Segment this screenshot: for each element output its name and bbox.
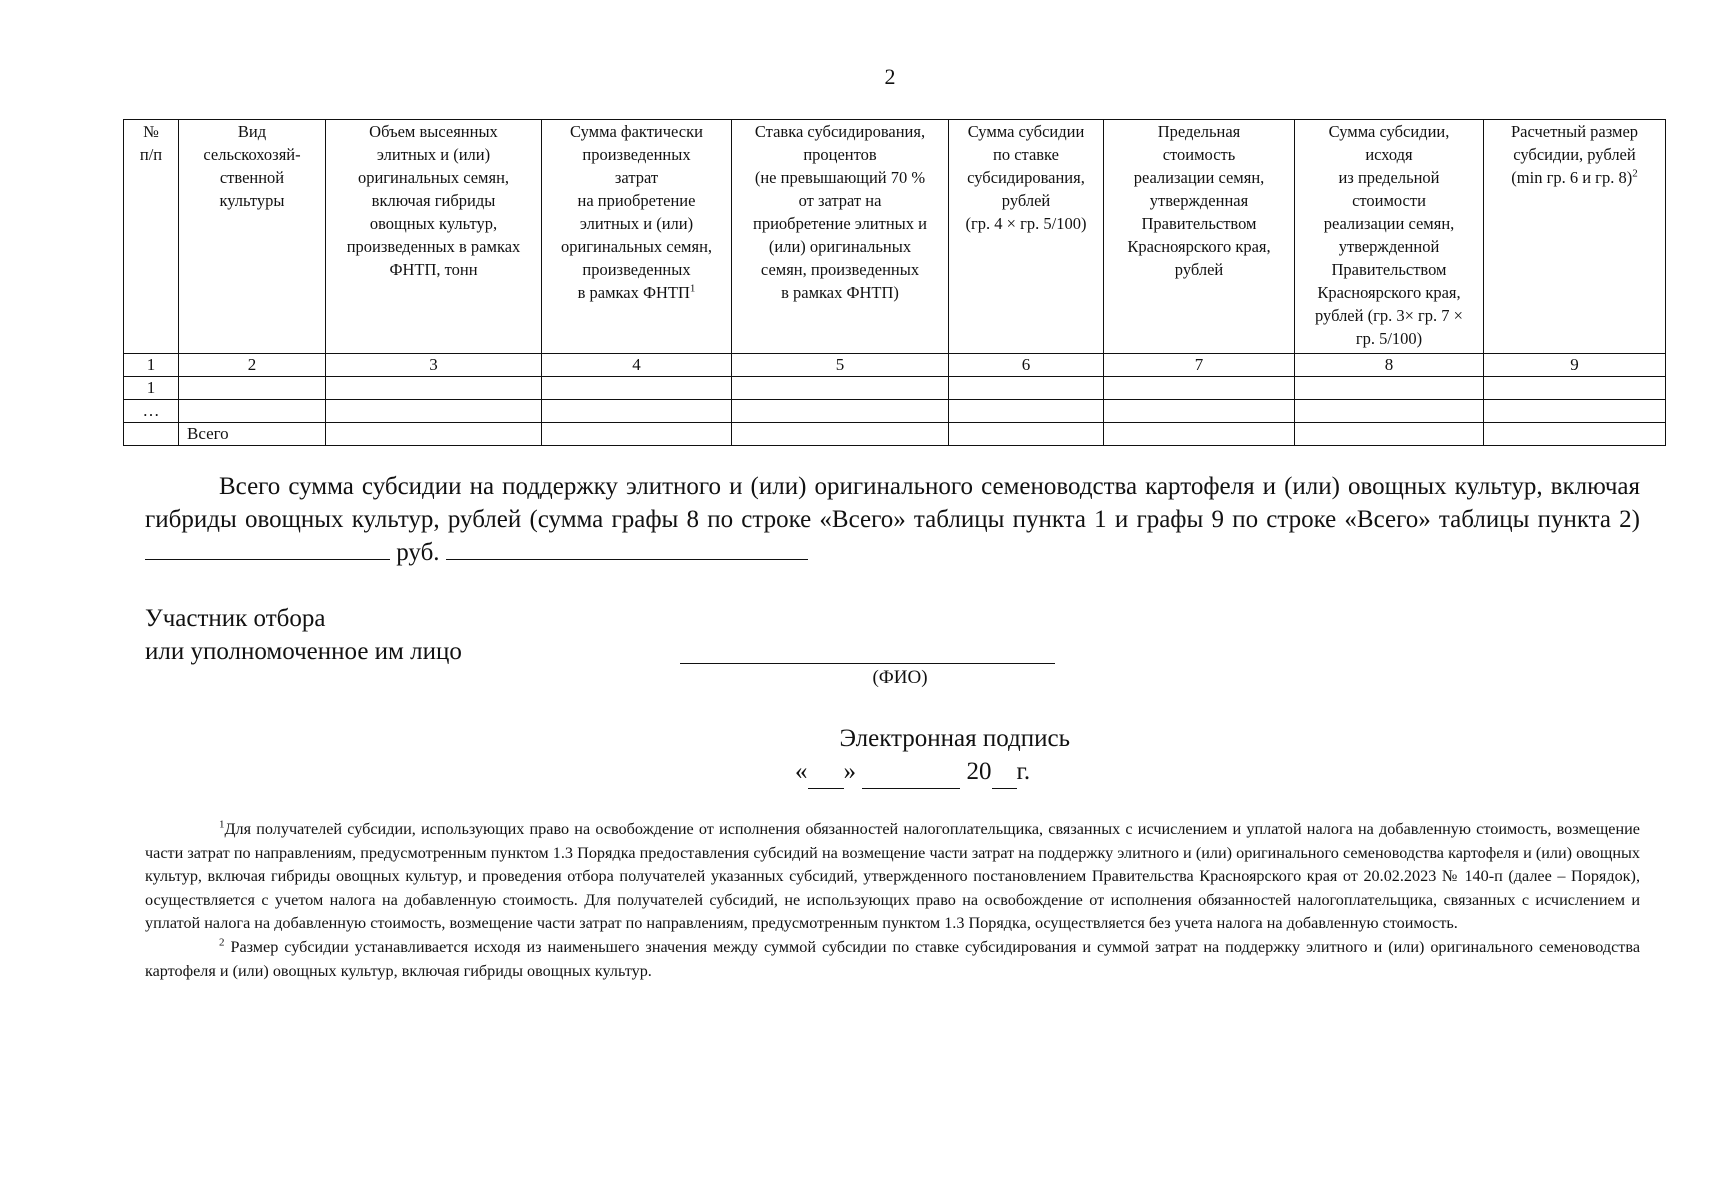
column-number: 2 [179, 354, 326, 377]
empty-cell [1484, 423, 1666, 446]
year-prefix: 20 [966, 758, 992, 785]
date-year-field[interactable] [992, 755, 1017, 789]
sum-in-words-field[interactable] [446, 537, 808, 560]
row-number: 1 [124, 377, 179, 400]
participant-label-2: или уполномоченное им лицо [145, 638, 462, 665]
column-number: 6 [949, 354, 1104, 377]
column-number: 3 [326, 354, 542, 377]
empty-cell [1295, 377, 1484, 400]
header-cell-max-price: Предельная стоимость реализации семян, утвержденная Правительством Красноярского края, рублей [1104, 120, 1295, 354]
total-label: Всего [179, 423, 326, 446]
participant-label: Участник отбора [145, 605, 326, 632]
empty-cell [326, 423, 542, 446]
column-number: 5 [732, 354, 949, 377]
header-cell-num: № п/п [124, 120, 179, 354]
table-row [124, 377, 1666, 400]
summary-paragraph [145, 470, 1640, 569]
sum-amount-field[interactable] [145, 537, 390, 560]
header-cell-subsidy-rate: Ставка субсидирования, процентов (не превышающий 70 % от затрат на приобретение элитных и (или) оригинальных семян, произведенных в рамках ФНТП) [732, 120, 949, 354]
table-header-row [124, 120, 1666, 354]
empty-cell [732, 423, 949, 446]
empty-cell [1104, 377, 1295, 400]
empty-cell [1295, 400, 1484, 423]
column-number: 4 [542, 354, 732, 377]
table-total-row [124, 423, 1666, 446]
empty-cell [1104, 400, 1295, 423]
footnote-text: Для получателей субсидии, использующих право на освобождение от исполнения обязанностей налогоплательщика, связанных с исчислением и уплатой налога на добавленную стоимость, возмещение части затрат по направлениям, предусмотренным пунктом 1.3 Порядка предоставления субсидий на возмещение части затрат на поддержку элитного и (или) оригинального семеноводства картофеля и (или) овощных культур, включая гибриды овощных культур, и проведения отбора получателей указанных субсидий, утвержденного постановлением Правительства Красноярского края от 20.02.2023 № 140-п (далее – Порядок), осуществляется с учетом налога на добавленную стоимость. Для получателей субсидий, не использующих право на освобождение от исполнения обязанностей налогоплательщика, связанных с исчислением и уплатой налога на добавленную стоимость, возмещение части затрат по направлениям, предусмотренным пунктом 1.3 Порядка, осуществляется без учета налога на добавленную стоимость. [145, 820, 1640, 933]
participant-block [145, 602, 462, 668]
row-number [124, 423, 179, 446]
empty-cell [542, 400, 732, 423]
signature-line[interactable] [680, 663, 1055, 664]
empty-cell [1104, 423, 1295, 446]
footnote-1 [145, 818, 1640, 936]
column-number: 7 [1104, 354, 1295, 377]
empty-cell [949, 400, 1104, 423]
year-suffix: г. [1016, 758, 1031, 785]
currency-label: руб. [396, 539, 440, 566]
quote-close: » [843, 758, 856, 785]
column-number: 1 [124, 354, 179, 377]
empty-cell [326, 400, 542, 423]
empty-cell [1484, 377, 1666, 400]
empty-cell [1484, 400, 1666, 423]
footnote-ref-1: 1 [689, 282, 696, 295]
footnote-2 [145, 936, 1640, 983]
header-cell-actual-costs: Сумма фактически произведенных затрат на приобретение элитных и (или) оригинальных семян, произведенных в рамках ФНТП$^1$ [542, 120, 732, 354]
empty-cell [949, 377, 1104, 400]
footnotes [145, 818, 1640, 983]
summary-text: Всего сумма субсидии на поддержку элитного и (или) оригинального семеноводства картофеля и (или) овощных культур, включая гибриды овощных культур, рублей (сумма графы 8 по строке «Всего» таблицы пункта 1 и графы 9 по строке «Всего» таблицы пункта 2) [145, 473, 1640, 533]
header-cell-crop-type: Вид сельскохозяй- ственной культуры [179, 120, 326, 354]
date-day-field[interactable] [808, 755, 844, 789]
signature-date [795, 755, 1030, 789]
crop-cell [179, 377, 326, 400]
empty-cell [1295, 423, 1484, 446]
footnote-text: Размер субсидии устанавливается исходя из наименьшего значения между суммой субсидии по ставке субсидирования и суммой затрат на поддержку элитного и (или) оригинального семеноводства картофеля и (или) овощных культур, включая гибриды овощных культур. [145, 937, 1640, 980]
empty-cell [732, 377, 949, 400]
header-cell-seed-volume: Объем высеянных элитных и (или) оригинальных семян, включая гибриды овощных культур, произведенных в рамках ФНТП, тонн [326, 120, 542, 354]
footnote-marker: 2 [219, 936, 225, 949]
quote-open: « [795, 758, 808, 785]
electronic-signature-label: Электронная подпись [839, 725, 1070, 752]
crop-cell [179, 400, 326, 423]
row-number: … [124, 400, 179, 423]
header-cell-subsidy-by-rate: Сумма субсидии по ставке субсидирования, рублей (гр. 4 × гр. 5/100) [949, 120, 1104, 354]
column-number: 8 [1295, 354, 1484, 377]
table-row [124, 400, 1666, 423]
subsidy-table [123, 119, 1666, 446]
header-cell-calculated-subsidy: Расчетный размер субсидии, рублей (min гр. 6 и гр. 8)$^2$ [1484, 120, 1666, 354]
date-month-field[interactable] [862, 755, 960, 789]
empty-cell [542, 423, 732, 446]
fio-label: (ФИО) [872, 667, 928, 688]
column-number: 9 [1484, 354, 1666, 377]
empty-cell [542, 377, 732, 400]
empty-cell [732, 400, 949, 423]
footnote-ref-2: 2 [1632, 167, 1638, 180]
page-number: 2 [884, 64, 896, 89]
footnote-marker: 1 [219, 818, 225, 831]
empty-cell [326, 377, 542, 400]
column-number-row [124, 354, 1666, 377]
empty-cell [949, 423, 1104, 446]
header-cell-subsidy-by-price: Сумма субсидии, исходя из предельной стоимости реализации семян, утвержденной Правительством Красноярского края, рублей (гр. 3× гр. 7 × гр. 5/100) [1295, 120, 1484, 354]
